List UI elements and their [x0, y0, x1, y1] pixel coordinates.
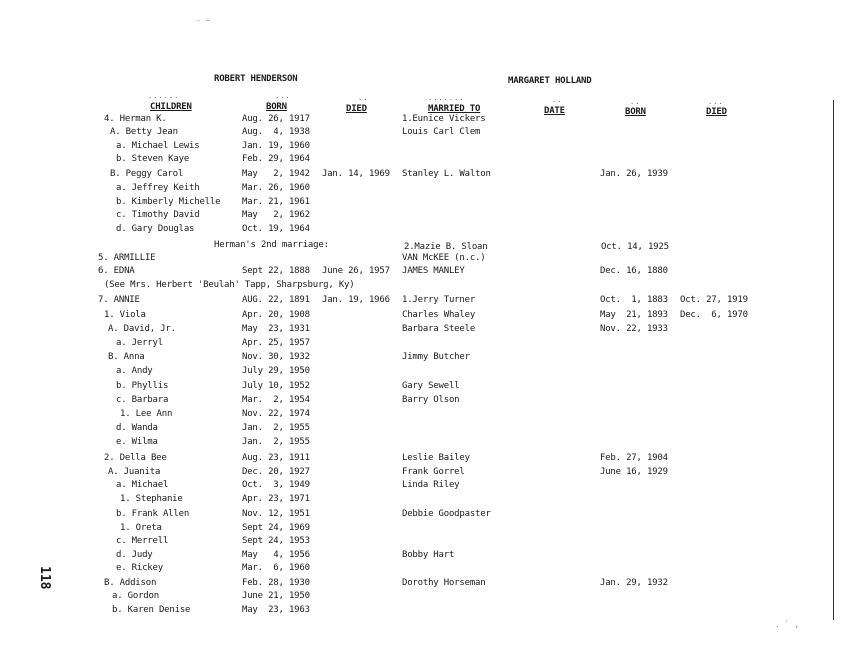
spouse-born-date: May 21, 1893	[600, 310, 668, 320]
spouse-name: Linda Riley	[402, 480, 460, 490]
child-name: 1. Lee Ann	[120, 409, 173, 419]
header-dots-born: ...	[275, 92, 291, 100]
child-born-date: May 4, 1956	[242, 550, 310, 560]
child-born-date: Oct. 19, 1964	[242, 224, 310, 234]
spouse-name: 1.Eunice Vickers	[402, 114, 486, 124]
spouse-name: Jimmy Butcher	[402, 352, 470, 362]
column-header-born: BORN	[266, 102, 287, 112]
spouse-name: Barbara Steele	[402, 324, 476, 334]
child-born-date: May 2, 1942	[242, 169, 310, 179]
child-name: a. Michael	[116, 480, 169, 490]
child-born-date: July 29, 1950	[242, 366, 310, 376]
header-dots-sdied: ...	[708, 98, 724, 106]
spouse-name: JAMES MANLEY	[402, 266, 465, 276]
child-born-date: Jan. 19, 1960	[242, 141, 310, 151]
right-edge-line	[833, 100, 834, 620]
child-born-date: Sept 24, 1953	[242, 536, 310, 546]
child-died-date: Jan. 14, 1969	[322, 169, 390, 179]
header-dots-died: ..	[358, 94, 369, 102]
child-name: b. Frank Allen	[116, 509, 190, 519]
spouse-name: Debbie Goodpaster	[402, 509, 491, 519]
spouse-born-date: Nov. 22, 1933	[600, 324, 668, 334]
second-marriage-label: Herman's 2nd marriage:	[214, 240, 329, 250]
column-header-date: DATE	[544, 106, 565, 116]
spouse-born-date: Dec. 16, 1880	[600, 266, 668, 276]
child-name: c. Merrell	[116, 536, 169, 546]
child-name: c. Barbara	[116, 395, 169, 405]
child-born-date: Dec. 20, 1927	[242, 467, 310, 477]
child-born-date: Aug. 26, 1917	[242, 114, 310, 124]
header-dots-children: ......	[148, 92, 180, 100]
child-born-date: Mar. 26, 1960	[242, 183, 310, 193]
child-name: 1. Viola	[104, 310, 146, 320]
child-name: A. Betty Jean	[110, 127, 178, 137]
child-born-date: Apr. 25, 1957	[242, 338, 310, 348]
child-name: B. Anna	[108, 352, 145, 362]
child-born-date: Mar. 6, 1960	[242, 563, 310, 573]
child-born-date: Nov. 22, 1974	[242, 409, 310, 419]
wife-name: MARGARET HOLLAND	[508, 76, 592, 86]
child-name: d. Gary Douglas	[116, 224, 195, 234]
child-born-date: Jan. 2, 1955	[242, 437, 310, 447]
child-name: B. Peggy Carol	[110, 169, 184, 179]
child-name: e. Rickey	[116, 563, 163, 573]
child-name: 7. ANNIE	[98, 295, 140, 305]
column-header-married-to: MARRIED TO	[428, 104, 481, 114]
husband-name: ROBERT HENDERSON	[214, 74, 298, 84]
column-header-spouse-born: BORN	[625, 107, 646, 117]
child-name: b. Phyllis	[116, 381, 169, 391]
header-dots-sborn: ..	[630, 98, 641, 106]
spouse-name: Barry Olson	[402, 395, 460, 405]
spouse-born-date: Oct. 1, 1883	[600, 295, 668, 305]
child-born-date: May 23, 1963	[242, 605, 310, 615]
spouse-name: 1.Jerry Turner	[402, 295, 476, 305]
spouse-born-date: Jan. 29, 1932	[600, 578, 668, 588]
spouse-name: Bobby Hart	[402, 550, 455, 560]
child-born-date: Sept 22, 1888	[242, 266, 310, 276]
child-born-date: Aug. 23, 1911	[242, 453, 310, 463]
spouse-name: Charles Whaley	[402, 310, 476, 320]
child-name: A. Juanita	[108, 467, 161, 477]
spouse-name: Stanley L. Walton	[402, 169, 491, 179]
child-born-date: Feb. 29, 1964	[242, 154, 310, 164]
child-born-date: Nov. 30, 1932	[242, 352, 310, 362]
spouse-born-date: June 16, 1929	[600, 467, 668, 477]
child-died-date: Jan. 19, 1966	[322, 295, 390, 305]
child-name: 1. Stephanie	[120, 494, 183, 504]
column-header-children: CHILDREN	[150, 102, 192, 112]
child-born-date: May 2, 1962	[242, 210, 310, 220]
child-name: a. Jerryl	[116, 338, 163, 348]
spouse-name: Leslie Bailey	[402, 453, 470, 463]
spouse-name: Gary Sewell	[402, 381, 460, 391]
spouse-born-date: Feb. 27, 1904	[600, 453, 668, 463]
child-born-date: July 10, 1952	[242, 381, 310, 391]
column-header-died: DIED	[346, 104, 367, 114]
child-born-date: Apr. 20, 1908	[242, 310, 310, 320]
child-born-date: Mar. 21, 1961	[242, 197, 310, 207]
child-name: c. Timothy David	[116, 210, 200, 220]
child-born-date: Oct. 3, 1949	[242, 480, 310, 490]
child-name: b. Karen Denise	[112, 605, 191, 615]
child-born-date: Sept 24, 1969	[242, 523, 310, 533]
child-born-date: Feb. 28, 1930	[242, 578, 310, 588]
spouse-died-date: Dec. 6, 1970	[680, 310, 748, 320]
child-name: e. Wilma	[116, 437, 158, 447]
child-born-date: Mar. 2, 1954	[242, 395, 310, 405]
child-name: 6. EDNA	[98, 266, 135, 276]
header-dots-married: .......	[428, 94, 465, 102]
child-name: d. Wanda	[116, 423, 158, 433]
spouse-born-date: Jan. 26, 1939	[600, 169, 668, 179]
child-born-date: May 23, 1931	[242, 324, 310, 334]
spouse-died-date: Oct. 27, 1919	[680, 295, 748, 305]
edna-note: (See Mrs. Herbert 'Beulah' Tapp, Sharpsburg, Ky)	[104, 280, 355, 290]
child-name: d. Judy	[116, 550, 153, 560]
header-dots-date: ..	[552, 96, 563, 104]
child-born-date: Aug. 4, 1938	[242, 127, 310, 137]
child-name: a. Michael Lewis	[116, 141, 200, 151]
child-born-date: Nov. 12, 1951	[242, 509, 310, 519]
scan-speck: . ` ,	[775, 620, 800, 629]
child-died-date: June 26, 1957	[322, 266, 390, 276]
child-born-date: AUG. 22, 1891	[242, 295, 310, 305]
child-born-date: Apr. 23, 1971	[242, 494, 310, 504]
second-marriage-spouse: 2.Mazie B. Sloan	[404, 242, 488, 252]
child-name: 2. Della Bee	[104, 453, 167, 463]
child-born-date: June 21, 1950	[242, 591, 310, 601]
scan-speck: - ~	[196, 16, 211, 25]
child-name: a. Gordon	[112, 591, 159, 601]
second-marriage-spouse-born: Oct. 14, 1925	[601, 242, 669, 252]
spouse-name: VAN McKEE (n.c.)	[402, 253, 486, 263]
column-header-spouse-died: DIED	[706, 107, 727, 117]
child-born-date: Jan. 2, 1955	[242, 423, 310, 433]
spouse-name: Dorothy Horseman	[402, 578, 486, 588]
child-name: 1. Oreta	[120, 523, 162, 533]
child-name: A. David, Jr.	[108, 324, 176, 334]
child-name: b. Steven Kaye	[116, 154, 190, 164]
child-name: a. Jeffrey Keith	[116, 183, 200, 193]
spouse-name: Frank Gorrel	[402, 467, 465, 477]
child-name: a. Andy	[116, 366, 153, 376]
child-name: B. Addison	[104, 578, 157, 588]
spouse-name: Louis Carl Clem	[402, 127, 481, 137]
page-number: 118	[37, 566, 52, 590]
child-name: 5. ARMILLIE	[98, 253, 156, 263]
child-name: b. Kimberly Michelle	[116, 197, 221, 207]
child-name: 4. Herman K.	[104, 114, 167, 124]
